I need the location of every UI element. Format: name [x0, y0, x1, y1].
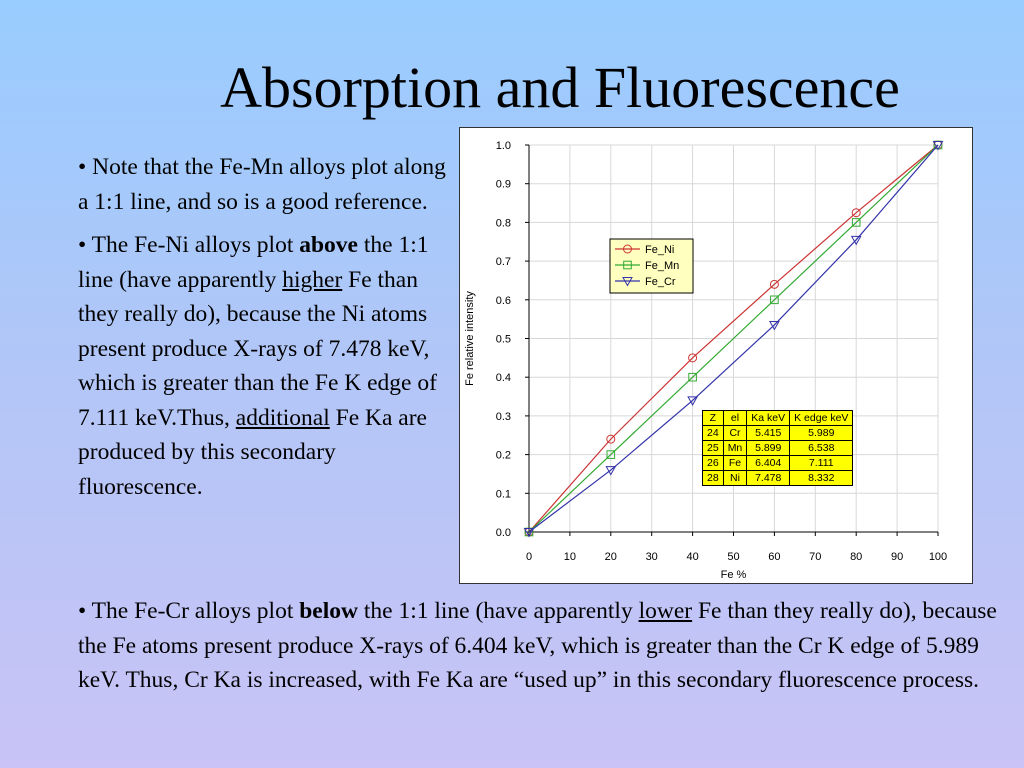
y-tick-label: 1.0	[495, 140, 511, 152]
table-cell: 6.538	[790, 441, 853, 456]
slide-title: Absorption and Fluorescence	[220, 55, 900, 120]
x-tick-label: 70	[809, 551, 822, 563]
bullet-fe-ni-text-3: Fe than they really do), because the Ni atoms present produce X-rays of 7.478 keV, which is greater than the Fe K edge of 7.111 keV.Thus,	[78, 266, 437, 431]
table-cell: Fe	[723, 456, 747, 471]
y-tick-label: 0.1	[495, 488, 511, 501]
reference-table	[702, 410, 853, 486]
bullet-fe-mn: • Note that the Fe-Mn alloys plot along a 1:1 line, and so is a good reference.	[78, 154, 446, 215]
x-axis-title: Fe %	[720, 569, 747, 581]
x-tick-label: 10	[563, 551, 577, 563]
table-header: K edge keV	[790, 411, 853, 426]
table-cell: 7.111	[790, 456, 853, 471]
legend-label: Fe_Mn	[645, 260, 680, 272]
bottom-bullets	[78, 594, 998, 698]
table-cell: Ni	[723, 471, 747, 486]
x-tick-label: 30	[645, 551, 658, 563]
table-header: Z	[703, 411, 724, 426]
x-tick-label: 20	[604, 551, 617, 563]
bullet-fe-cr-bold: below	[299, 598, 358, 624]
table-header-row	[703, 411, 853, 426]
table-cell: 5.899	[747, 441, 790, 456]
table-cell: 24	[703, 426, 724, 441]
x-tick-label: 40	[686, 551, 699, 563]
bullet-fe-cr-underline: lower	[638, 598, 693, 624]
fe-intensity-chart	[460, 128, 974, 585]
y-tick-label: 0.9	[495, 178, 511, 191]
y-tick-label: 0.0	[495, 527, 511, 539]
y-tick-label: 0.8	[495, 217, 511, 230]
table-cell: Cr	[723, 426, 747, 441]
table-cell: 25	[703, 441, 724, 456]
table-cell: 26	[703, 456, 724, 471]
bullet-fe-ni-text-4: Fe Ka are produced by this secondary fluorescence.	[78, 404, 427, 500]
legend-label: Fe_Cr	[645, 276, 676, 288]
table-cell: 7.478	[747, 471, 790, 486]
y-axis-title: Fe relative intensity	[464, 291, 476, 386]
y-tick-label: 0.3	[495, 410, 511, 423]
bullet-fe-cr-text-1: • The Fe-Cr alloys plot	[78, 598, 300, 624]
x-tick-label: 50	[727, 551, 740, 563]
x-tick-label: 90	[890, 551, 904, 563]
y-tick-label: 0.4	[495, 372, 511, 385]
chart-frame	[459, 127, 973, 584]
legend-label: Fe_Ni	[645, 244, 675, 256]
table-cell: 28	[703, 471, 724, 486]
y-tick-label: 0.5	[495, 333, 511, 346]
bullet-fe-ni-underline-2: additional	[235, 404, 330, 431]
bullet-fe-cr-text-2: the 1:1 line (have apparently	[357, 598, 639, 624]
table-header: Ka keV	[747, 411, 790, 426]
table-header: el	[723, 411, 747, 426]
y-tick-label: 0.7	[495, 256, 511, 269]
bullet-fe-ni-underline-1: higher	[282, 266, 343, 293]
table-cell: 5.415	[747, 426, 790, 441]
table-row	[703, 471, 853, 486]
table-cell: 6.404	[747, 456, 790, 471]
bullet-fe-cr-text-3: Fe than they really do), because the Fe atoms present produce X-rays of 6.404 keV, which is greater than the Cr K edge of 5.989 keV. Thus, Cr Ka is increased, with Fe Ka are “used up” in this secondary fluorescence process.	[78, 598, 997, 693]
bullet-fe-cr	[78, 594, 998, 698]
bullet-fe-ni-text-1: • The Fe-Ni alloys plot	[78, 232, 300, 258]
y-tick-label: 0.6	[495, 294, 511, 307]
table-row	[703, 426, 853, 441]
table-cell: 5.989	[790, 426, 853, 441]
x-tick-label: 100	[928, 551, 948, 563]
x-tick-label: 60	[768, 551, 781, 563]
x-tick-label: 0	[525, 551, 533, 563]
table-cell: Mn	[723, 441, 747, 456]
x-tick-label: 80	[850, 551, 863, 563]
table-row	[703, 441, 853, 456]
bullet-fe-ni	[78, 228, 450, 504]
y-tick-label: 0.2	[495, 449, 511, 462]
left-bullets	[78, 150, 450, 513]
bullet-fe-ni-bold: above	[299, 232, 358, 258]
bullet-fe-ni-text-2: the 1:1 line (have apparently	[78, 232, 429, 293]
table-row	[703, 456, 853, 471]
table-cell: 8.332	[790, 471, 853, 486]
